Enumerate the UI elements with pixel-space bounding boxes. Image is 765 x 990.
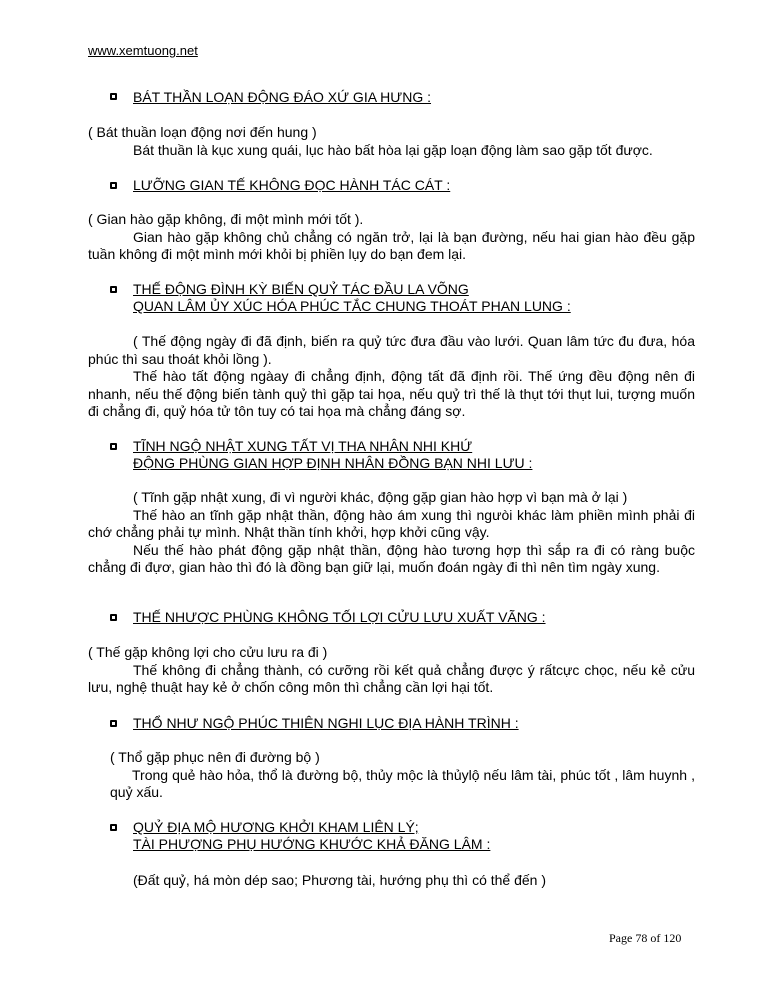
section-heading: TĨNH NGỘ NHẬT XUNG TẤT VỊ THA NHÂN NHI KHỨ ĐỘNG PHÙNG GIAN HỢP ĐỊNH NHÂN ĐỒNG BẠN NHI LƯU : [133, 438, 533, 471]
section-intro: ( Thổ gặp phục nên đi đường bộ ) [110, 749, 320, 765]
section-intro: (Đất quỷ, há mòn dép sao; Phương tài, hướng phụ thì có thể đến ) [133, 872, 547, 888]
section-paragraph: Nếu thế hào phát động gặp nhật thần, động hào tương hợp thì sắp ra đi có ràng buộc chẳng đi đựơ, gian hào thì đó là đồng bạn giữ lại, muốn đoán ngày đi thì nên tìm ngày xung. [88, 541, 695, 575]
section-body [88, 749, 695, 802]
section-intro: ( Thế động ngày đi đã định, biến ra quỷ tức đưa đầu vào lưới. Quan lâm tức đu đưa, hóa phúc thì sau thoát khỏi lồng ). [88, 333, 695, 367]
section-paragraph: Thế hào tất động ngàay đi chẳng định, động tất đã định rồi. Thế ứng đều động nên đi nhanh, nếu thế động biến tành quỷ thì gặp tai họa, nếu quỷ trì thế là thụt tới thụt lui, tượng muốn đi chẳng đi, quỷ hóa tử tôn tuy có tai họa mà chẳng đáng sợ. [88, 368, 695, 419]
site-url[interactable]: www.xemtuong.net [88, 43, 198, 58]
section-paragraph: Bát thuần là kục xung quái, lục hào bất hòa lại gặp loạn động làm sao gặp tốt được. [133, 141, 653, 158]
section-intro: ( Tĩnh gặp nhật xung, đi vì người khác, động gặp gian hào hợp vì bạn mà ở lại ) [133, 489, 628, 505]
section-body [88, 124, 695, 159]
section-heading: BÁT THẦN LOẠN ĐỘNG ĐÁO XỨ GIA HƯNG : [133, 89, 432, 105]
section-body [88, 872, 695, 890]
section-heading: LƯỠNG GIAN TẾ KHÔNG ĐỌC HÀNH TÁC CÁT : [133, 177, 451, 193]
bullet-icon [110, 93, 117, 100]
bullet-icon [110, 443, 117, 450]
section-body [88, 644, 695, 697]
page-number: Page 78 of 120 [609, 931, 682, 945]
bullet-icon [110, 614, 117, 621]
section-heading: THẾ NHƯỢC PHÙNG KHÔNG TỐI LỢI CỬU LƯU XUẤT VÃNG : [133, 609, 546, 625]
section-heading: THẾ ĐỘNG ĐÌNH KỲ BIẾN QUỶ TÁC ĐẦU LA VÕNG QUAN LÂM ỦY XÚC HÓA PHÚC TẮC CHUNG THOÁT PHAN LUNG : [133, 281, 571, 314]
section-heading: QUỶ ĐỊA MỘ HƯƠNG KHỞI KHAM LIÊN LÝ; TÀI PHƯỢNG PHỤ HƯỚNG KHƯỚC KHẢ ĐĂNG LÂM : [133, 819, 491, 852]
section-heading: THỔ NHƯ NGỘ PHÚC THIÊN NGHI LỤC ĐỊA HÀNH TRÌNH : [133, 715, 519, 731]
section-intro: ( Bát thuần loạn động nơi đến hung ) [88, 124, 317, 140]
bullet-icon [110, 720, 117, 727]
section-paragraph: Trong quẻ hào hỏa, thổ là đường bộ, thủy mộc là thủylộ nếu lâm tài, phúc tốt , lâm huynh , quỷ xấu. [110, 766, 695, 800]
section-intro: ( Thế gặp không lợi cho cửu lưu ra đi ) [88, 644, 328, 660]
section-paragraph: Thế không đi chẳng thành, có cưỡng rồi kết quả chẳng được ý rấtcực chọc, nếu kẻ cửu lưu, nghệ thuật hay kẻ ở chốn công môn thì chẳng cần lợi hại tốt. [88, 661, 695, 695]
bullet-icon [110, 182, 117, 189]
bullet-icon [110, 286, 117, 293]
section-body [88, 333, 695, 421]
section-intro: ( Gian hào gặp không, đi một mình mới tốt ). [88, 211, 364, 227]
section-paragraph: Gian hào gặp không chủ chẳng có ngăn trở, lại là bạn đường, nếu hai gian hào đều gặp tuần không đi một mình mới khỏi bị phiền lụy do bạn đem lại. [88, 228, 695, 262]
section-paragraph: Thế hào an tĩnh gặp nhật thần, động hào ám xung thì ngưòi khác làm phiền mình phải đi chớ chẳng phải tự mình. Nhật thần tính khởi, hợp khởi cũng vậy. [88, 506, 695, 540]
bullet-icon [110, 824, 117, 831]
section-body [88, 211, 695, 264]
section-body [88, 489, 695, 577]
